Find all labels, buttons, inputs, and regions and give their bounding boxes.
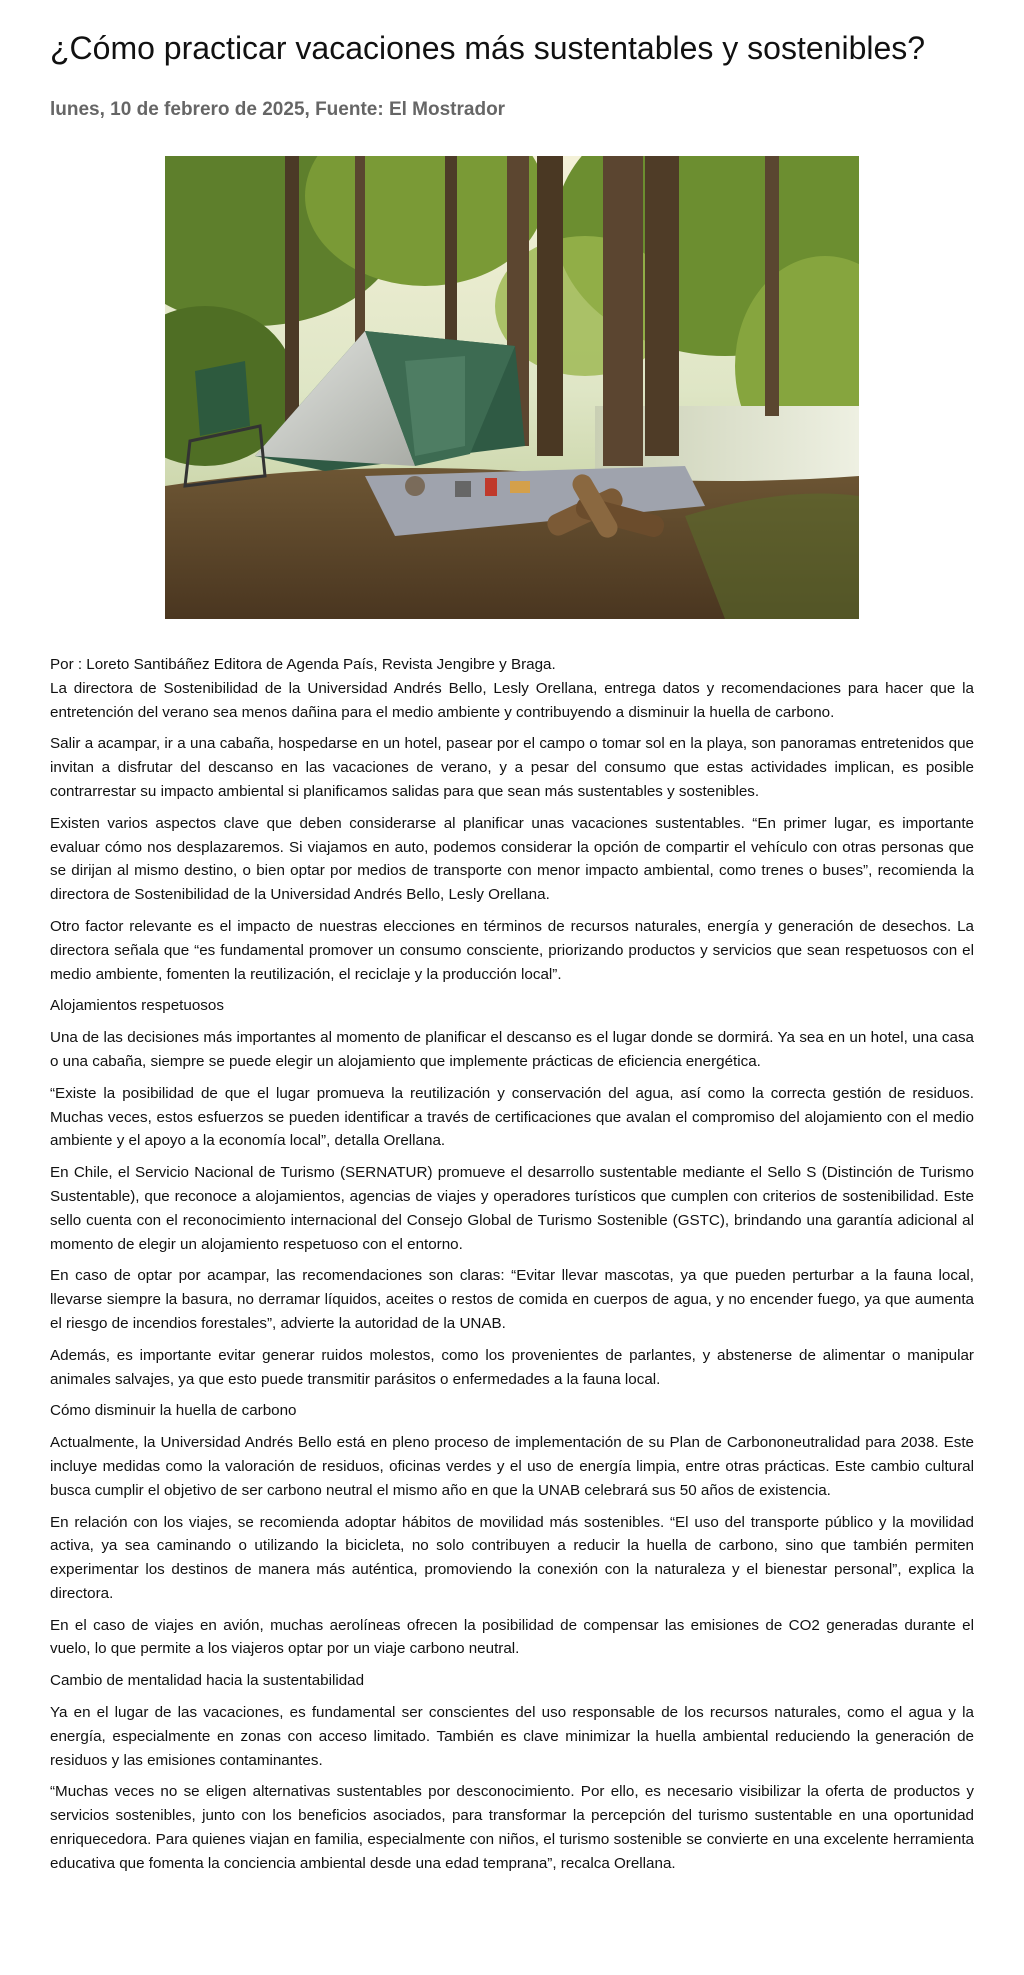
article-hero-image bbox=[165, 156, 859, 619]
article-byline: Por : Loreto Santibáñez Editora de Agenda País, Revista Jengibre y Braga. bbox=[50, 656, 556, 673]
paragraph: Una de las decisiones más importantes al momento de planificar el descanso es el lugar donde se dormirá. Ya sea en un hotel, una casa o una cabaña, siempre se puede elegir un alojamiento que implemente prácticas de eficiencia energética. bbox=[50, 1029, 974, 1070]
paragraph: Ya en el lugar de las vacaciones, es fundamental ser conscientes del uso responsable de los recursos naturales, como el agua y la energía, especialmente en zonas con acceso limitado. También es clave minimizar la huella ambiental reduciendo la generación de residuos y las emisiones contaminantes. bbox=[50, 1704, 974, 1769]
paragraph: En Chile, el Servicio Nacional de Turismo (SERNATUR) promueve el desarrollo sustentable mediante el Sello S (Distinción de Turismo Sustentable), que reconoce a alojamientos, agencias de viajes y operadores turísticos que cumplen con criterios de sostenibilidad. Este sello cuenta con el reconocimiento internacional del Consejo Global de Turismo Sostenible (GSTC), brindando una garantía adicional al momento de elegir un alojamiento respetuoso con el entorno. bbox=[50, 1164, 974, 1253]
paragraph: En el caso de viajes en avión, muchas aerolíneas ofrecen la posibilidad de compensar las emisiones de CO2 generadas durante el vuelo, lo que permite a los viajeros optar por un viaje carbono neutral. bbox=[50, 1616, 974, 1658]
section-heading: Alojamientos respetuosos bbox=[50, 997, 224, 1015]
paragraph: “Existe la posibilidad de que el lugar promueva la reutilización y conservación del agua, así como la correcta gestión de residuos. Muchas veces, estos esfuerzos se pueden identificar a través de certificaciones que avalan el compromiso del alojamiento con el medio ambiente y el apoyo a la economía local”, detalla Orellana. bbox=[50, 1084, 974, 1150]
paragraph: Otro factor relevante es el impacto de nuestras elecciones en términos de recursos naturales, energía y generación de desechos. La directora señala que “es fundamental promover un consumo consciente, priorizando productos y servicios que sean respetuosos con el medio ambiente, fomenten la reutilización, el reciclaje y la producción local”. bbox=[50, 917, 974, 983]
section-heading: Cómo disminuir la huella de carbono bbox=[50, 1402, 297, 1420]
paragraph: Salir a acampar, ir a una cabaña, hospedarse en un hotel, pasear por el campo o tomar sol en la playa, son panoramas entretenidos que invitan a disfrutar del descanso en las vacaciones de verano, y a pesar del consumo que estas actividades implican, es posible contrarrestar su impacto ambiental si planificamos salidas para que sean más sustentables y sostenibles. bbox=[50, 735, 974, 800]
paragraph: “Muchas veces no se eligen alternativas sustentables por desconocimiento. Por ello, es necesario visibilizar la oferta de productos y servicios sostenibles, junto con los beneficios asociados, para transformar la percepción del turismo sustentable en una oportunidad enriquecedora. Para quienes viajan en familia, especialmente con niños, el turismo sostenible se convierte en una excelente herramienta educativa que fomenta la conciencia ambiental desde una edad temprana”, recalca Orellana. bbox=[50, 1783, 974, 1872]
article-lead: La directora de Sostenibilidad de la Universidad Andrés Bello, Lesly Orellana, entrega datos y recomendaciones para hacer que la entretención del verano sea menos dañina para el medio ambiente y contribuyendo a disminuir la huella de carbono. bbox=[50, 679, 974, 721]
article-title: ¿Cómo practicar vacaciones más sustentables y sostenibles? bbox=[50, 30, 926, 66]
paragraph: En caso de optar por acampar, las recomendaciones son claras: “Evitar llevar mascotas, ya que pueden perturbar a la fauna local, llevarse siempre la basura, no derramar líquidos, aceites o restos de comida en cuerpos de agua, y no encender fuego, ya que aumenta el riesgo de incendios forestales”, advierte la autoridad de la UNAB. bbox=[50, 1267, 974, 1332]
paragraph: Existen varios aspectos clave que deben considerarse al planificar unas vacaciones sustentables. “En primer lugar, es importante evaluar cómo nos desplazaremos. Si viajamos en auto, podemos considerar la opción de compartir el vehículo con otras personas que se dirijan al mismo destino, o bien optar por medios de transporte con menor impacto ambiental, como trenes o buses”, recomienda la directora de Sostenibilidad de la Universidad Andrés Bello, Lesly Orellana. bbox=[50, 814, 974, 904]
article-body bbox=[50, 653, 974, 1876]
section-heading: Cambio de mentalidad hacia la sustentabilidad bbox=[50, 1672, 365, 1690]
paragraph: Actualmente, la Universidad Andrés Bello está en pleno proceso de implementación de su Plan de Carbononeutralidad para 2038. Este incluye medidas como la valoración de residuos, oficinas verdes y el uso de energía limpia, entre otras prácticas. Este cambio cultural busca cumplir el objetivo de ser carbono neutral el mismo año en que la UNAB celebrará sus 50 años de existencia. bbox=[50, 1434, 974, 1499]
paragraph: En relación con los viajes, se recomienda adoptar hábitos de movilidad más sostenibles. “El uso del transporte público y la movilidad activa, ya sea caminando o utilizando la bicicleta, no solo contribuyen a reducir la huella de carbono, sino que también permiten experimentar los destinos de manera más auténtica, promoviendo la conexión con la naturaleza y el bienestar personal”, explica la directora. bbox=[50, 1513, 974, 1602]
paragraph: Además, es importante evitar generar ruidos molestos, como los provenientes de parlantes, y abstenerse de alimentar o manipular animales salvajes, ya que esto puede transmitir parásitos o enfermedades a la fauna local. bbox=[50, 1346, 974, 1388]
article-date-source: lunes, 10 de febrero de 2025, Fuente: El Mostrador bbox=[50, 99, 506, 120]
byline-lead-block bbox=[50, 653, 974, 724]
